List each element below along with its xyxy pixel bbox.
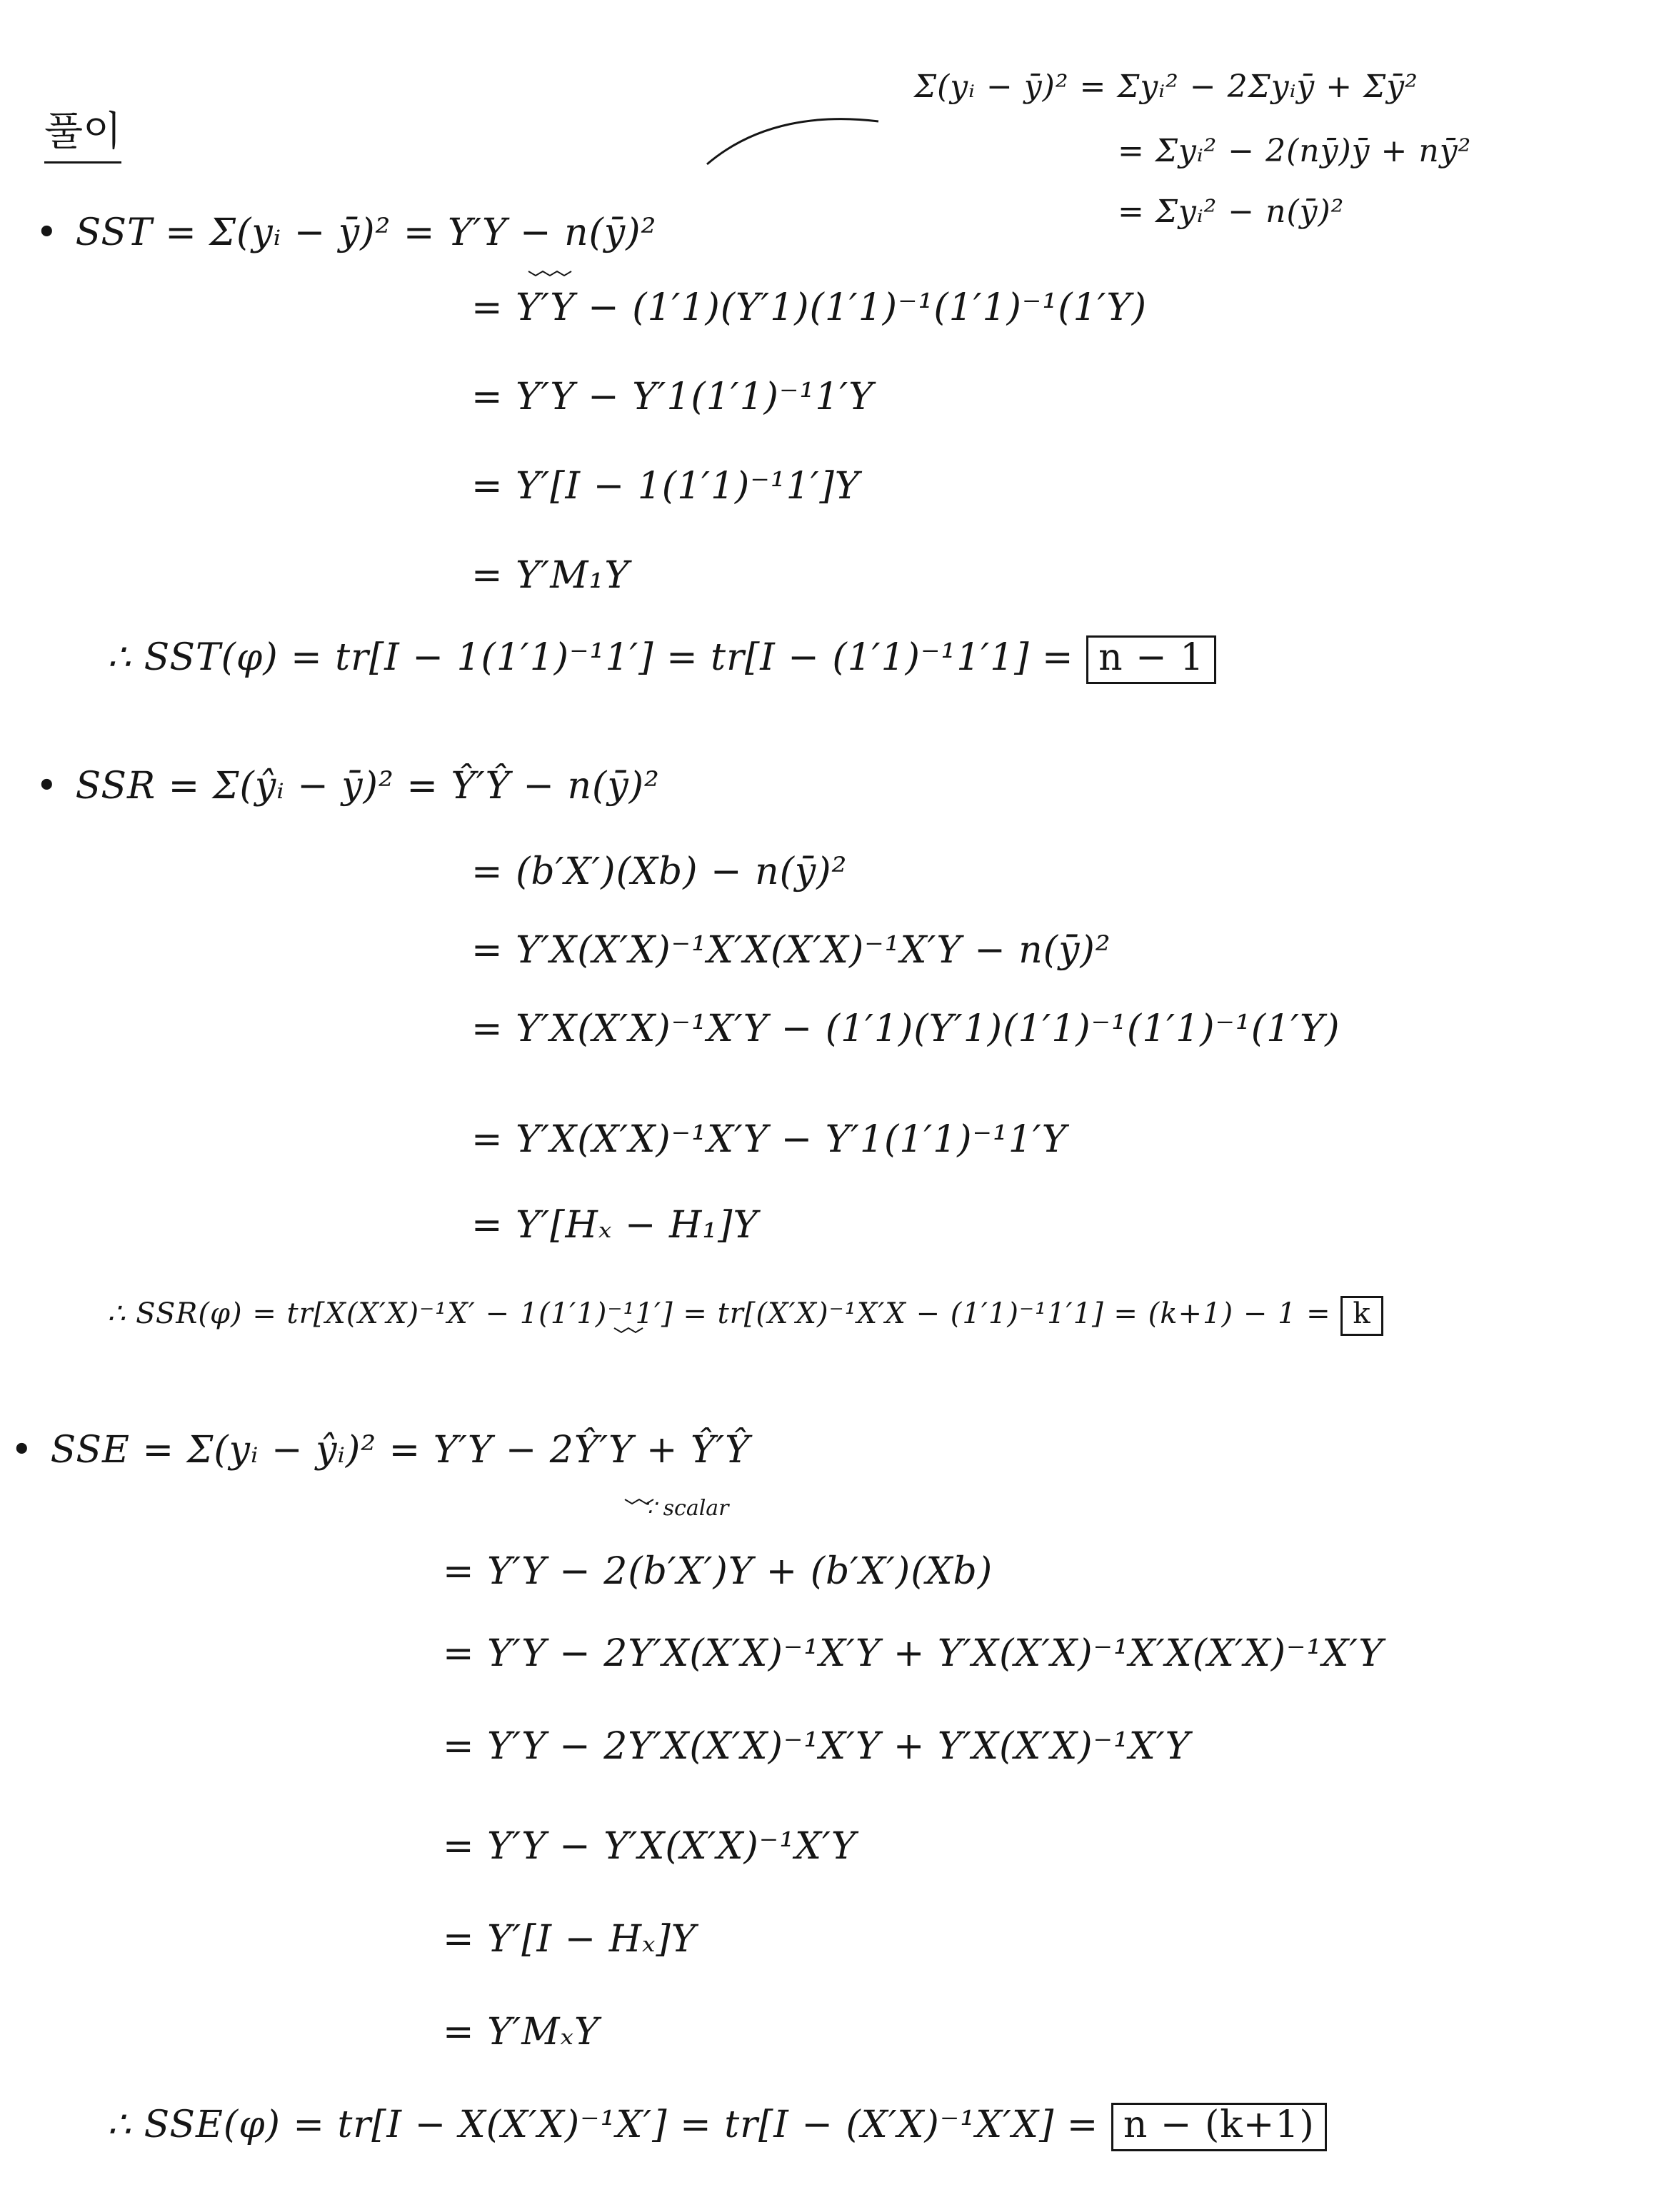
ssr-line: = Y′X(X′X)⁻¹X′Y − (1′1)(Y′1)(1′1)⁻¹(1′1)⁻¹(1′Y) xyxy=(471,1007,1340,1050)
solution-heading: 풀이 xyxy=(44,100,121,164)
sse-line: = Y′[I − Hₓ]Y xyxy=(443,1918,697,1961)
sse-definition: SSE = Σ(yᵢ − ŷᵢ)² = Y′Y − 2Ŷ′Y + Ŷ′Ŷ xyxy=(50,1429,751,1472)
sst-line xyxy=(36,211,657,254)
sst-line: = Y′Y − Y′1(1′1)⁻¹1′Y xyxy=(471,376,874,418)
sst-definition: SST = Σ(yᵢ − ȳ)² = Y′Y − n(ȳ)² xyxy=(75,211,657,254)
ssr-line: = Y′X(X′X)⁻¹X′Y − Y′1(1′1)⁻¹1′Y xyxy=(471,1118,1068,1161)
bullet: • xyxy=(36,211,59,254)
bullet: • xyxy=(11,1429,34,1472)
sst-line: = Y′[I − 1(1′1)⁻¹1′]Y xyxy=(471,465,861,508)
sst-conclusion xyxy=(107,635,1216,684)
bullet: • xyxy=(36,765,59,808)
side-note-line: = Σyᵢ² − 2(nȳ)ȳ + nȳ² xyxy=(1118,133,1472,169)
ssr-line: = Y′X(X′X)⁻¹X′X(X′X)⁻¹X′Y − n(ȳ)² xyxy=(471,929,1111,972)
scalar-annotation: ∵ scalar xyxy=(643,1496,729,1521)
sse-df-box: n − (k+1) xyxy=(1111,2103,1327,2151)
sse-line: = Y′Y − Y′X(X′X)⁻¹X′Y xyxy=(443,1825,857,1868)
sse-line: = Y′Y − 2Y′X(X′X)⁻¹X′Y + Y′X(X′X)⁻¹X′Y xyxy=(443,1725,1191,1768)
ssr-df-box: k xyxy=(1340,1296,1383,1336)
ssr-conclusion xyxy=(107,1296,1383,1336)
sse-line: = Y′Y − 2(b′X′)Y + (b′X′)(Xb) xyxy=(443,1550,993,1593)
ssr-definition: SSR = Σ(ŷᵢ − ȳ)² = Ŷ′Ŷ − n(ȳ)² xyxy=(75,765,660,808)
side-note-line: = Σyᵢ² − n(ȳ)² xyxy=(1118,193,1345,230)
sse-line: = Y′Y − 2Y′X(X′X)⁻¹X′Y + Y′X(X′X)⁻¹X′X(X′X)⁻¹X′Y xyxy=(443,1632,1384,1675)
sst-line: = Y′M₁Y xyxy=(471,554,630,597)
sse-conclusion xyxy=(107,2103,1327,2151)
ssr-line: = (b′X′)(Xb) − n(ȳ)² xyxy=(471,850,848,893)
sse-line: = Y′MₓY xyxy=(443,2011,600,2053)
sse-line xyxy=(11,1429,751,1472)
sse-trace: ∴ SSE(φ) = tr[I − X(X′X)⁻¹X′] = tr[I − (X′X)⁻¹X′X] = xyxy=(107,2103,1099,2146)
connector-curve xyxy=(707,119,878,164)
ssr-line xyxy=(36,765,660,808)
squiggle-underline xyxy=(528,271,571,276)
sst-trace: ∴ SST(φ) = tr[I − 1(1′1)⁻¹1′] = tr[I − (1′1)⁻¹1′1] = xyxy=(107,636,1074,679)
ssr-line: = Y′[Hₓ − H₁]Y xyxy=(471,1204,758,1247)
ssr-trace: ∴ SSR(φ) = tr[X(X′X)⁻¹X′ − 1(1′1)⁻¹1′] = tr[(X′X)⁻¹X′X − (1′1)⁻¹1′1] = (k+1) − 1 = xyxy=(107,1297,1331,1330)
sst-df-box: n − 1 xyxy=(1086,635,1216,684)
side-note-line: Σ(yᵢ − ȳ)² = Σyᵢ² − 2Σyᵢȳ + Σȳ² xyxy=(914,69,1418,105)
sst-line: = Y′Y − (1′1)(Y′1)(1′1)⁻¹(1′1)⁻¹(1′Y) xyxy=(471,286,1148,329)
